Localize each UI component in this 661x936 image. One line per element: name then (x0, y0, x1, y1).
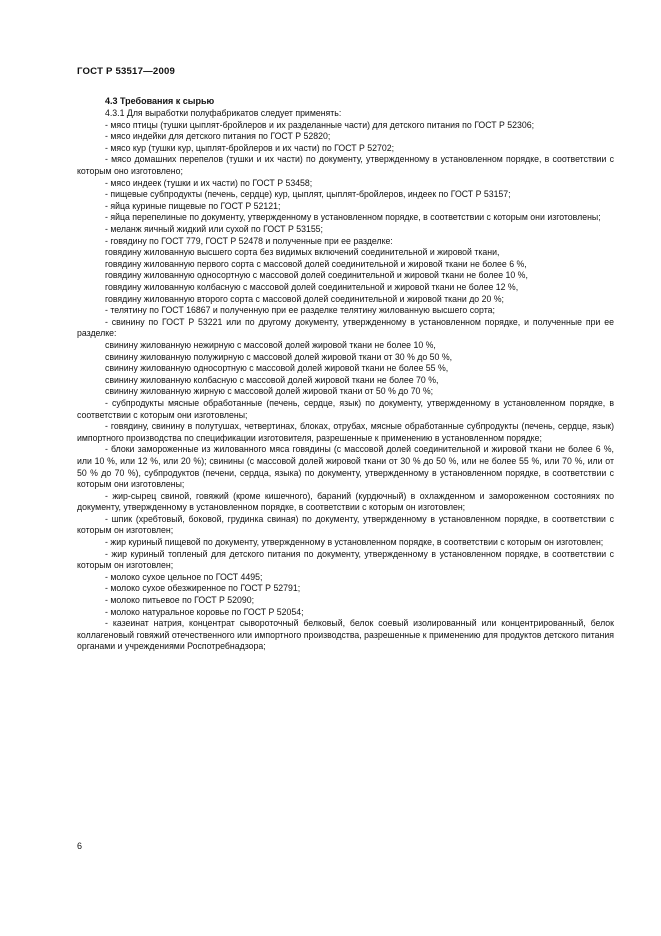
paragraph: - субпродукты мясные обработанные (печень, сердце, язык) по документу, утвержденному в установленном порядке, в соответствии с которым они изготовлены; (77, 397, 614, 420)
document-body (77, 96, 614, 653)
paragraph: - мясо индеек (тушки и их части) по ГОСТ Р 53458; (105, 177, 313, 188)
paragraph: - меланж яичный жидкий или сухой по ГОСТ Р 53155; (105, 224, 323, 235)
paragraph: - яйца куриные пищевые по ГОСТ Р 52121; (105, 200, 281, 211)
page-number: 6 (77, 841, 83, 851)
paragraph: 4.3.1 Для выработки полуфабрикатов следует применять: (105, 108, 342, 119)
paragraph: свинину жилованную жирную с массовой долей жировой ткани от 50 % до 70 %; (105, 386, 434, 397)
paragraph: - молоко натуральное коровье по ГОСТ Р 52054; (105, 606, 304, 617)
paragraph: - свинину по ГОСТ Р 53221 или по другому документу, утвержденному в установленном порядке, и полученные при ее разделке: (77, 316, 614, 339)
paragraph: говядину жилованную второго сорта с массовой долей соединительной и жировой ткани до 20 %; (105, 293, 504, 304)
paragraph: свинину жилованную нежирную с массовой долей жировой ткани не более 10 %, (105, 339, 436, 350)
paragraph: - яйца перепелиные по документу, утвержденному в установленном порядке, в соответствии с которым они изготовлены; (105, 212, 601, 223)
paragraph: - блоки замороженные из жилованного мяса говядины (с массовой долей соединительной и жировой ткани не более 6 %, или 10 %, или 12 %, или 20 %); свинины (с массовой долей жировой ткани от 30 % до 50 %, или не более 55 %, или 70 %, или от 50 % до 70 %), субпродуктов (печени, сердца, языка) по документу, утвержденному в установленном порядке, в соответствии с которым они изготовлены; (77, 444, 614, 490)
paragraph: - молоко питьевое по ГОСТ Р 52090; (105, 595, 255, 606)
paragraph: - молоко сухое обезжиренное по ГОСТ Р 52791; (105, 583, 301, 594)
paragraph: свинину жилованную колбасную с массовой долей жировой ткани не более 70 %, (105, 374, 439, 385)
paragraph: - шпик (хребтовый, боковой, грудинка свиная) по документу, утвержденному в установленном порядке, в соответствии с которым он изготовлен; (77, 513, 614, 536)
paragraph: говядину жилованную односортную с массовой долей соединительной и жировой ткани не более 10 %, (105, 270, 528, 281)
paragraph: - жир-сырец свиной, говяжий (кроме кишечного), бараний (курдючный) в охлажденном и замороженном состояниях по документу, утвержденному в установленном порядке, в соответствии с которым он изготовлен; (77, 490, 614, 513)
paragraph: - жир куриный топленый для детского питания по документу, утвержденному в установленном порядке, в соответствии с которым он изготовлен; (77, 548, 614, 571)
paragraph: - пищевые субпродукты (печень, сердце) кур, цыплят, цыплят-бройлеров, индеек по ГОСТ Р 53157; (105, 189, 511, 200)
document-header: ГОСТ Р 53517—2009 (77, 66, 176, 77)
paragraph: говядину жилованную колбасную с массовой долей соединительной и жировой ткани не более 12 %, (105, 282, 519, 292)
paragraph: говядину жилованную высшего сорта без видимых включений соединительной и жировой ткани, (105, 247, 500, 258)
paragraph: - мясо индейки для детского питания по ГОСТ Р 52820; (105, 131, 331, 142)
paragraph-list (77, 108, 614, 653)
section-heading: 4.3 Требования к сырью (105, 96, 215, 106)
paragraph: - говядину по ГОСТ 779, ГОСТ Р 52478 и полученные при ее разделке: (105, 235, 393, 246)
paragraph: - телятину по ГОСТ 16867 и полученную при ее разделке телятину жилованную высшего сорта; (105, 305, 495, 316)
paragraph: свинину жилованную полужирную с массовой долей жировой ткани от 30 % до 50 %, (105, 351, 453, 362)
paragraph: - жир куриный пищевой по документу, утвержденному в установленном порядке, в соответствии с которым он изготовлен; (105, 537, 604, 548)
paragraph: - молоко сухое цельное по ГОСТ 4495; (105, 571, 263, 582)
paragraph: свинину жилованную односортную с массовой долей жировой ткани не более 55 %, (105, 363, 449, 374)
paragraph: - мясо птицы (тушки цыплят-бройлеров и их разделанные части) для детского питания по ГОСТ Р 52306; (105, 119, 535, 130)
paragraph: говядину жилованную первого сорта с массовой долей соединительной и жировой ткани не более 6 %, (105, 258, 527, 269)
paragraph: - мясо домашних перепелов (тушки и их части) по документу, утвержденному в установленном порядке, в соответствии с которым оно изготовлено; (77, 154, 614, 177)
paragraph: - казеинат натрия, концентрат сывороточный белковый, белок соевый изолированный или концентрированный, белок коллагеновый говяжий отечественного или импортного производства, разрешенные к применению для продуктов детского питания органами и учреждениями Роспотребнадзора; (77, 618, 614, 652)
paragraph: - мясо кур (тушки кур, цыплят-бройлеров и их части) по ГОСТ Р 52702; (105, 142, 395, 153)
paragraph: - говядину, свинину в полутушах, четвертинах, блоках, отрубах, мясные обработанные субпродукты (печень, сердце, язык) импортного производства по спецификации изготовителя, разрешенные к применению в установленном порядке; (77, 421, 614, 443)
